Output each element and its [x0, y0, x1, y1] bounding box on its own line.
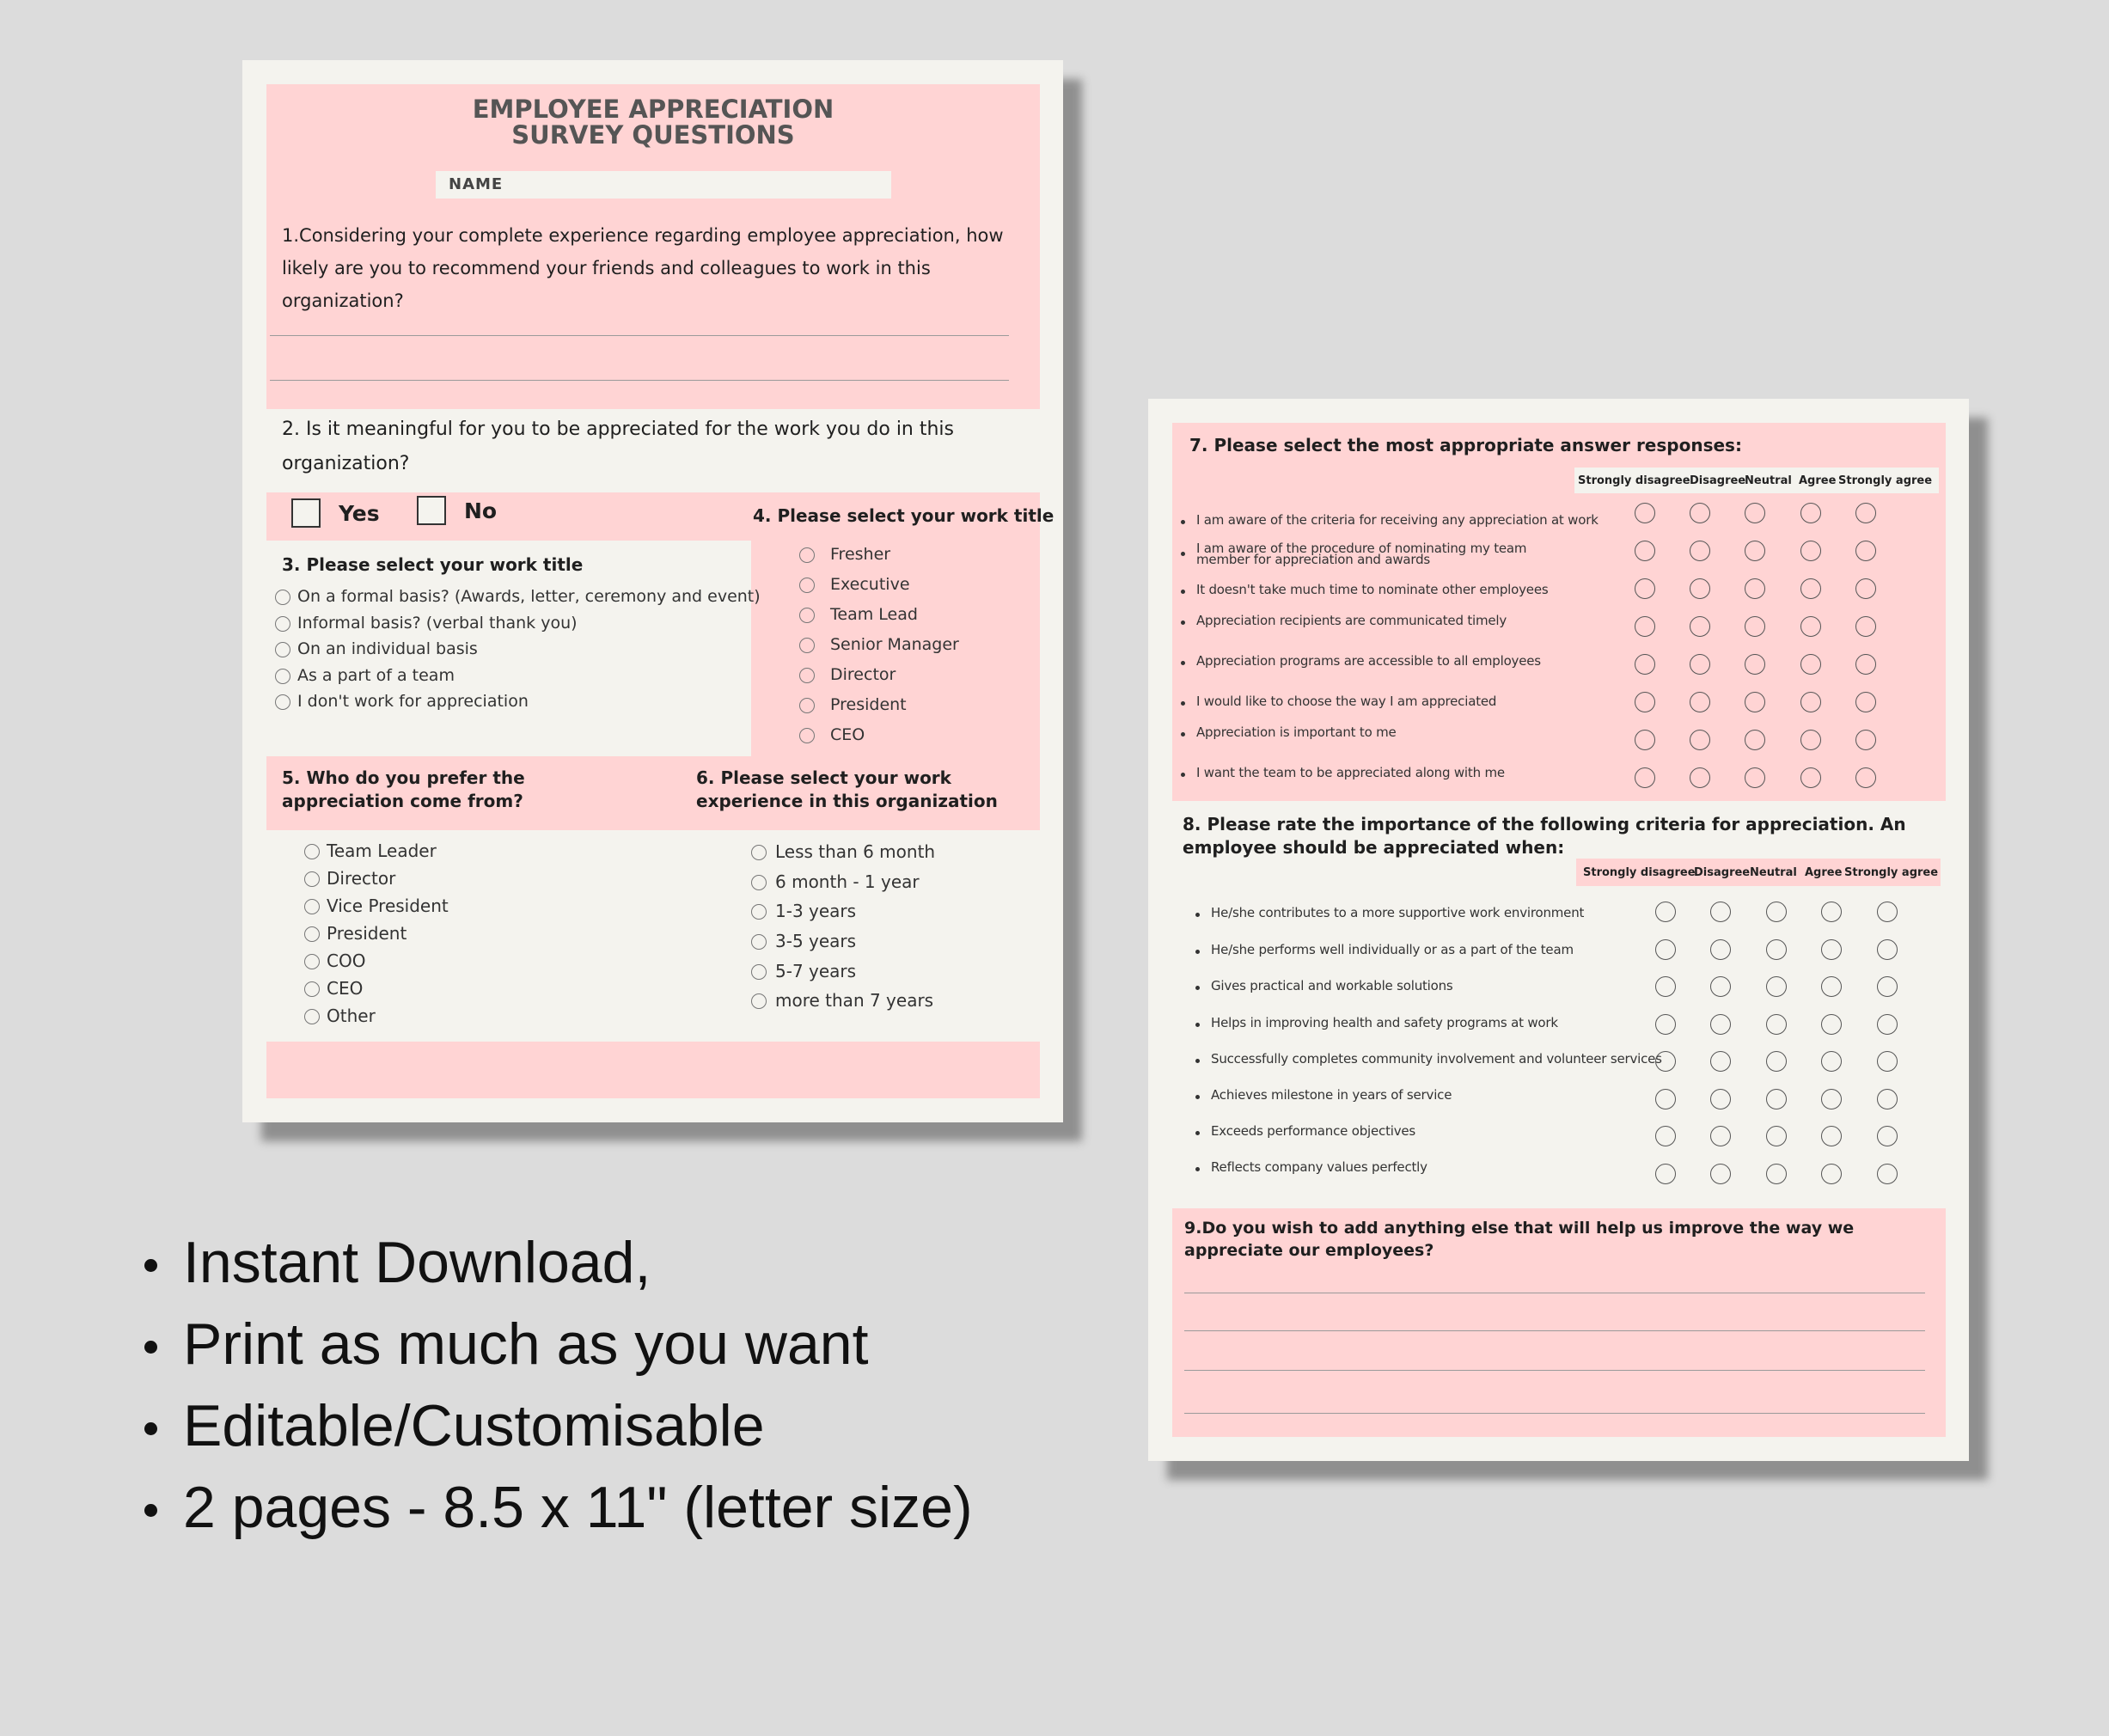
bullet: [1195, 1167, 1200, 1171]
q7-radio[interactable]: [1800, 541, 1821, 561]
q8-radio[interactable]: [1710, 976, 1731, 997]
q8-radio[interactable]: [1766, 1051, 1787, 1072]
q8-statement: Achieves milestone in years of service: [1211, 1087, 1452, 1103]
q8-radio[interactable]: [1877, 1014, 1898, 1035]
q3-option: On a formal basis? (Awards, letter, ceremony and event): [297, 587, 761, 606]
q6-radio[interactable]: [751, 993, 767, 1009]
q7-radio[interactable]: [1855, 503, 1876, 523]
question-1: 1.Considering your complete experience regarding employee appreciation, how likely are you to recommend your friends and colleagues to work in this organization?: [282, 225, 1004, 311]
q8-radio[interactable]: [1710, 902, 1731, 922]
question-2: 2. Is it meaningful for you to be appreciated for the work you do in this organization?: [282, 419, 955, 474]
q8-radio[interactable]: [1821, 1126, 1842, 1146]
q7-radio[interactable]: [1800, 692, 1821, 712]
q7-statement: It doesn't take much time to nominate other employees: [1196, 582, 1549, 597]
q7-radio[interactable]: [1745, 503, 1765, 523]
q7-statement: Appreciation programs are accessible to all employees: [1196, 653, 1541, 669]
name-label: NAME: [449, 175, 504, 193]
q7-scale-label: Neutral: [1745, 474, 1792, 487]
q5-radio[interactable]: [304, 1009, 320, 1024]
q8-statement: Reflects company values perfectly: [1211, 1159, 1427, 1175]
survey-page-2: [1148, 399, 1969, 1461]
q4-radio[interactable]: [799, 638, 815, 653]
yes-checkbox[interactable]: [291, 498, 321, 528]
q7-radio[interactable]: [1745, 692, 1765, 712]
q3-option: On an individual basis: [297, 639, 478, 658]
q3-option: As a part of a team: [297, 666, 455, 685]
q8-statement: Exceeds performance objectives: [1211, 1123, 1416, 1139]
q7-radio[interactable]: [1635, 692, 1655, 712]
promo-item: Editable/Customisable: [183, 1393, 765, 1458]
q7-scale-header: [1574, 468, 1939, 493]
q4-option: Director: [830, 665, 896, 684]
q7-radio[interactable]: [1855, 541, 1876, 561]
bullet: [1195, 913, 1200, 917]
q8-statement: Helps in improving health and safety programs at work: [1211, 1015, 1558, 1030]
q6-option: 6 month - 1 year: [775, 871, 920, 892]
q7-radio[interactable]: [1635, 541, 1655, 561]
q7-radio[interactable]: [1635, 730, 1655, 750]
q8-radio[interactable]: [1877, 1051, 1898, 1072]
q7-scale-label: Strongly disagree: [1578, 474, 1690, 487]
q7-radio[interactable]: [1855, 692, 1876, 712]
bullet: [1181, 661, 1185, 665]
q7-radio[interactable]: [1690, 578, 1710, 599]
q8-radio[interactable]: [1710, 1014, 1731, 1035]
q8-radio[interactable]: [1766, 902, 1787, 922]
q8-radio[interactable]: [1877, 1089, 1898, 1109]
q7-radio[interactable]: [1800, 730, 1821, 750]
q8-radio[interactable]: [1710, 1126, 1731, 1146]
q8-radio[interactable]: [1766, 939, 1787, 960]
q7-radio[interactable]: [1745, 541, 1765, 561]
q7-radio[interactable]: [1745, 767, 1765, 788]
no-label: No: [464, 498, 498, 523]
bullet: [144, 1504, 157, 1517]
q6-option: Less than 6 month: [775, 841, 936, 862]
bullet: [1195, 1059, 1200, 1063]
q8-radio[interactable]: [1877, 976, 1898, 997]
q9-title: 9.Do you wish to add anything else that will help us improve the way we appreciate our employees?: [1184, 1219, 1855, 1260]
q5-radio[interactable]: [304, 871, 320, 887]
q7-radio[interactable]: [1800, 767, 1821, 788]
q4-option: Senior Manager: [830, 635, 959, 654]
q3-radio[interactable]: [275, 616, 290, 632]
q6-radio[interactable]: [751, 934, 767, 950]
q8-radio[interactable]: [1655, 1051, 1676, 1072]
q7-scale-label: Strongly agree: [1838, 474, 1933, 487]
q5-option: CEO: [327, 978, 364, 999]
q6-option: 5-7 years: [775, 961, 857, 981]
q5-option: Other: [327, 1006, 376, 1026]
bullet: [144, 1259, 157, 1272]
q8-scale-label: Neutral: [1750, 866, 1797, 879]
footer-bar: [266, 1042, 1040, 1098]
q8-radio[interactable]: [1766, 976, 1787, 997]
q8-title: 8. Please rate the importance of the following criteria for appreciation. An employee should be appreciated when:: [1183, 814, 1906, 858]
q8-scale-header: [1576, 859, 1941, 886]
q8-radio[interactable]: [1766, 1126, 1787, 1146]
q7-radio[interactable]: [1635, 767, 1655, 788]
answer-line[interactable]: [1184, 1413, 1925, 1414]
bullet: [1195, 1131, 1200, 1135]
q8-radio[interactable]: [1655, 1089, 1676, 1109]
q4-option: Fresher: [830, 545, 891, 564]
q7-radio[interactable]: [1690, 730, 1710, 750]
q7-radio[interactable]: [1855, 730, 1876, 750]
q7-radio[interactable]: [1855, 578, 1876, 599]
bullet: [144, 1422, 157, 1435]
q6-option: 3-5 years: [775, 931, 857, 951]
q6-radio[interactable]: [751, 964, 767, 980]
q8-statement: Gives practical and workable solutions: [1211, 978, 1453, 993]
yes-label: Yes: [339, 501, 380, 526]
q3-option: I don't work for appreciation: [297, 692, 529, 711]
q7-radio[interactable]: [1690, 767, 1710, 788]
bullet: [1181, 773, 1185, 777]
q5-option: President: [327, 923, 407, 944]
q4-radio[interactable]: [799, 547, 815, 563]
q7-radio[interactable]: [1855, 654, 1876, 675]
q4-option: Team Lead: [830, 605, 918, 624]
q8-radio[interactable]: [1655, 1164, 1676, 1184]
q4-radio[interactable]: [799, 578, 815, 593]
q8-radio[interactable]: [1877, 902, 1898, 922]
answer-line[interactable]: [270, 335, 1009, 336]
q7-statement: I am aware of the procedure of nominating my team member for appreciation and awards: [1196, 541, 1527, 567]
bullet: [1181, 732, 1185, 737]
q7-radio[interactable]: [1745, 730, 1765, 750]
q7-radio[interactable]: [1855, 616, 1876, 637]
q8-radio[interactable]: [1821, 1164, 1842, 1184]
name-field[interactable]: [436, 171, 891, 199]
q6-radio[interactable]: [751, 904, 767, 920]
q7-radio[interactable]: [1690, 654, 1710, 675]
q5-radio[interactable]: [304, 981, 320, 997]
bullet: [1195, 1095, 1200, 1099]
q8-radio[interactable]: [1710, 1089, 1731, 1109]
q7-radio[interactable]: [1745, 616, 1765, 637]
q3-radio[interactable]: [275, 669, 290, 684]
q8-scale-label: Strongly disagree: [1583, 866, 1696, 879]
answer-line[interactable]: [270, 380, 1009, 381]
q8-radio[interactable]: [1877, 1126, 1898, 1146]
q8-statement: He/she performs well individually or as a part of the team: [1211, 942, 1574, 957]
q8-radio[interactable]: [1766, 1014, 1787, 1035]
q7-radio[interactable]: [1690, 616, 1710, 637]
q7-radio[interactable]: [1690, 692, 1710, 712]
q7-radio[interactable]: [1745, 654, 1765, 675]
q3-title: 3. Please select your work title: [282, 554, 584, 575]
promo-item: Instant Download,: [183, 1230, 651, 1295]
q4-radio[interactable]: [799, 728, 815, 743]
q7-statement: I would like to choose the way I am appreciated: [1196, 694, 1497, 709]
survey-title: EMPLOYEE APPRECIATION SURVEY QUESTIONS: [472, 95, 834, 150]
bullet: [1181, 620, 1185, 625]
q8-radio[interactable]: [1655, 1014, 1676, 1035]
q4-title: 4. Please select your work title: [753, 505, 1054, 526]
q7-scale-label: Agree: [1799, 474, 1837, 487]
q8-scale-label: Strongly agree: [1844, 866, 1939, 879]
q8-radio[interactable]: [1710, 1164, 1731, 1184]
bullet: [1181, 590, 1185, 594]
q7-radio[interactable]: [1635, 503, 1655, 523]
q6-option: more than 7 years: [775, 990, 934, 1011]
q7-scale-label: Disagree: [1690, 474, 1746, 487]
q8-radio[interactable]: [1877, 1164, 1898, 1184]
q8-radio[interactable]: [1655, 902, 1676, 922]
q5-radio[interactable]: [304, 954, 320, 969]
promo-item: Print as much as you want: [183, 1311, 869, 1377]
q7-radio[interactable]: [1855, 767, 1876, 788]
q3-radio[interactable]: [275, 642, 290, 657]
q4-option: President: [830, 695, 907, 714]
q4-radio[interactable]: [799, 668, 815, 683]
q7-radio[interactable]: [1690, 503, 1710, 523]
q5-option: Director: [327, 868, 396, 889]
q7-statement: I want the team to be appreciated along with me: [1196, 765, 1505, 780]
q7-statement: I am aware of the criteria for receiving any appreciation at work: [1196, 512, 1599, 528]
q7-radio[interactable]: [1800, 578, 1821, 599]
q8-radio[interactable]: [1710, 1051, 1731, 1072]
q7-radio[interactable]: [1800, 616, 1821, 637]
bullet: [1195, 986, 1200, 990]
q8-radio[interactable]: [1821, 976, 1842, 997]
q8-radio[interactable]: [1821, 1051, 1842, 1072]
q7-radio[interactable]: [1800, 503, 1821, 523]
q8-radio[interactable]: [1877, 939, 1898, 960]
q5-radio[interactable]: [304, 899, 320, 914]
q8-radio[interactable]: [1766, 1089, 1787, 1109]
q5-option: COO: [327, 951, 366, 971]
q8-radio[interactable]: [1655, 939, 1676, 960]
q5-title: 5. Who do you prefer the appreciation come from?: [282, 767, 525, 811]
q7-title: 7. Please select the most appropriate answer responses:: [1189, 435, 1742, 455]
q8-radio[interactable]: [1710, 939, 1731, 960]
q7-radio[interactable]: [1635, 578, 1655, 599]
q8-radio[interactable]: [1821, 1014, 1842, 1035]
q7-radio[interactable]: [1635, 654, 1655, 675]
q3-radio[interactable]: [275, 694, 290, 710]
q8-radio[interactable]: [1766, 1164, 1787, 1184]
q6-title: 6. Please select your work experience in this organization: [696, 767, 998, 811]
q8-radio[interactable]: [1821, 939, 1842, 960]
q8-radio[interactable]: [1821, 902, 1842, 922]
q8-statement: He/she contributes to a more supportive work environment: [1211, 905, 1585, 920]
q4-radio[interactable]: [799, 608, 815, 623]
bullet: [1181, 552, 1185, 556]
survey-page-1: [242, 60, 1063, 1122]
q6-option: 1-3 years: [775, 901, 857, 921]
q8-radio[interactable]: [1655, 976, 1676, 997]
bullet: [1181, 701, 1185, 706]
no-checkbox[interactable]: [417, 496, 446, 525]
q8-radio[interactable]: [1655, 1126, 1676, 1146]
q7-statement: Appreciation recipients are communicated timely: [1196, 613, 1507, 628]
answer-line[interactable]: [1184, 1330, 1925, 1331]
q5-option: Team Leader: [327, 840, 437, 861]
q6-radio[interactable]: [751, 875, 767, 890]
q3-radio[interactable]: [275, 590, 290, 605]
bullet: [1181, 520, 1185, 524]
q4-option: Executive: [830, 575, 910, 594]
q7-radio[interactable]: [1690, 541, 1710, 561]
q8-radio[interactable]: [1821, 1089, 1842, 1109]
q5-option: Vice President: [327, 896, 449, 916]
q5-radio[interactable]: [304, 926, 320, 942]
q4-radio[interactable]: [799, 698, 815, 713]
q7-radio[interactable]: [1745, 578, 1765, 599]
q5-radio[interactable]: [304, 844, 320, 859]
answer-line[interactable]: [1184, 1370, 1925, 1371]
q8-scale-label: Agree: [1805, 866, 1843, 879]
bullet: [1195, 1023, 1200, 1027]
q7-radio[interactable]: [1800, 654, 1821, 675]
q4-option: CEO: [830, 725, 865, 744]
q7-statement: Appreciation is important to me: [1196, 724, 1397, 740]
q7-radio[interactable]: [1635, 616, 1655, 637]
q8-scale-label: Disagree: [1694, 866, 1751, 879]
q8-statement: Successfully completes community involvement and volunteer services: [1211, 1051, 1662, 1067]
q6-radio[interactable]: [751, 845, 767, 860]
q3-option: Informal basis? (verbal thank you): [297, 614, 578, 633]
bullet: [1195, 950, 1200, 954]
bullet: [144, 1341, 157, 1354]
promo-item: 2 pages - 8.5 x 11" (letter size): [183, 1475, 973, 1540]
